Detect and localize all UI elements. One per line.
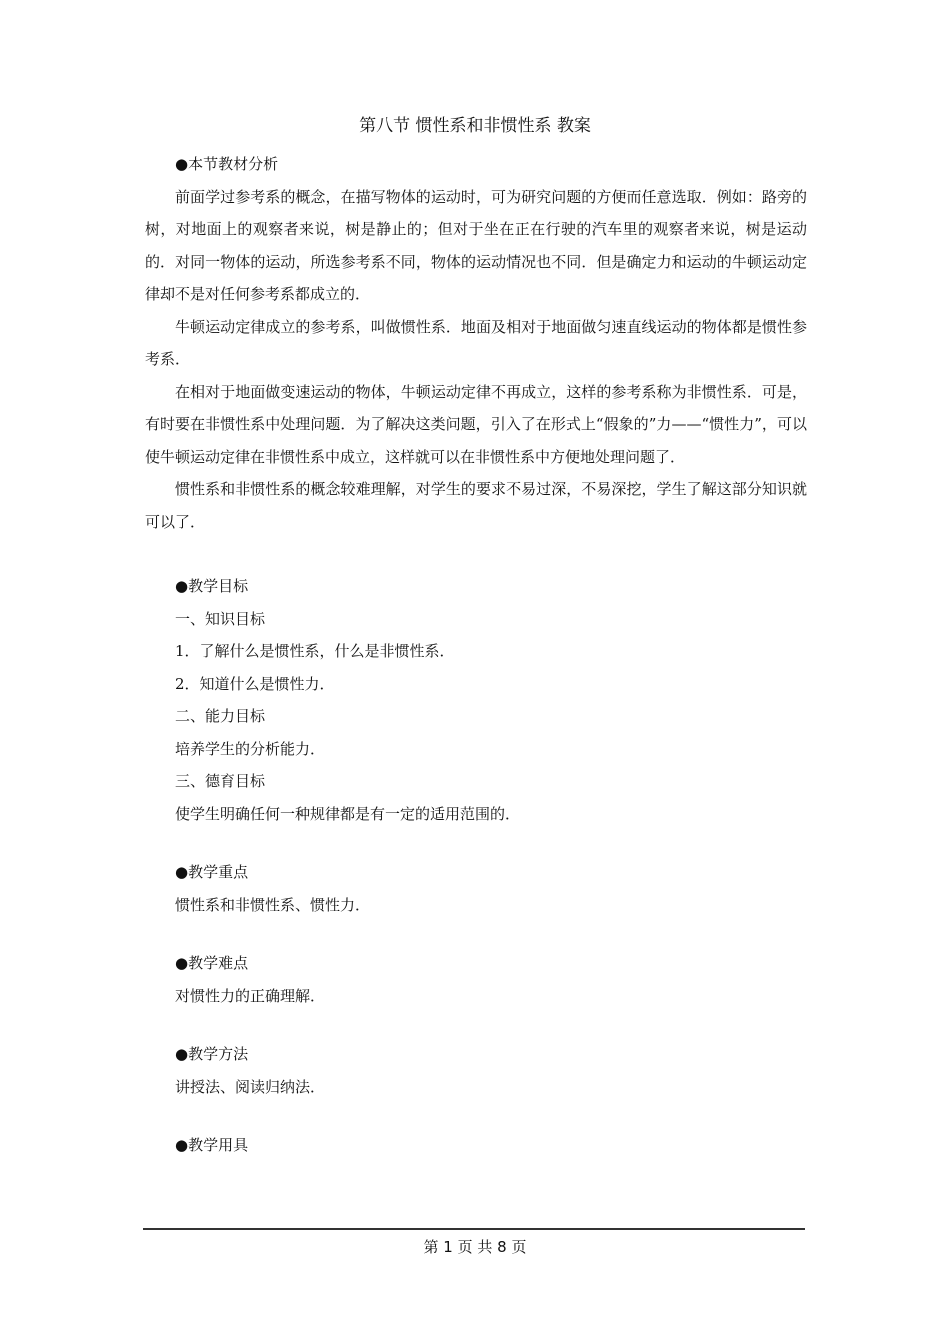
list-item: 2．知道什么是惯性力． — [175, 674, 335, 693]
section-textbook-analysis — [145, 148, 807, 538]
section-heading: ●本节教材分析 — [175, 155, 279, 173]
spacer — [145, 830, 807, 856]
paragraph: 培养学生的分析能力． — [175, 739, 326, 758]
footer-divider — [143, 1228, 805, 1230]
subsection-heading: 三、德育目标 — [175, 772, 266, 790]
page-number: 第 1 页 共 8 页 — [423, 1238, 527, 1256]
spacer — [145, 1103, 807, 1129]
subsection-heading: 二、能力目标 — [175, 707, 266, 725]
paragraph: 对惯性力的正确理解． — [175, 986, 326, 1005]
paragraph: 讲授法、阅读归纳法． — [175, 1077, 326, 1096]
paragraph: 牛顿运动定律成立的参考系，叫做惯性系．地面及相对于地面做匀速直线运动的物体都是惯性参考系． — [145, 317, 807, 368]
paragraph: 惯性系和非惯性系的概念较难理解，对学生的要求不易过深，不易深挖，学生了解这部分知识就可以了． — [145, 480, 807, 531]
section-heading: ●教学重点 — [175, 863, 249, 881]
subsection-heading: 一、知识目标 — [175, 609, 266, 628]
paragraph: 使学生明确任何一种规律都是有一定的适用范围的． — [175, 804, 521, 823]
section-difficulties — [145, 947, 807, 1012]
section-teaching-objectives — [145, 570, 807, 830]
section-heading: ●教学用具 — [175, 1136, 249, 1154]
spacer — [145, 1012, 807, 1038]
section-tools — [145, 1129, 807, 1162]
document-body — [145, 148, 807, 1162]
page-title: 第八节 惯性系和非惯性系 教案 — [359, 116, 591, 136]
section-methods — [145, 1038, 807, 1103]
paragraph: 在相对于地面做变速运动的物体，牛顿运动定律不再成立，这样的参考系称为非惯性系．可是，有时要在非惯性系中处理问题．为了解决这类问题，引入了在形式上“假象的”力——“惯性力”，可以使牛顿运动定律在非惯性系中成立，这样就可以在非惯性系中方便地处理问题了． — [145, 382, 807, 466]
section-heading: ●教学目标 — [175, 577, 249, 595]
paragraph: 前面学过参考系的概念，在描写物体的运动时，可为研究问题的方便而任意选取．例如：路旁的树，对地面上的观察者来说，树是静止的；但对于坐在正在行驶的汽车里的观察者来说，树是运动的．对同一物体的运动，所选参考系不同，物体的运动情况也不同．但是确定力和运动的牛顿运动定律却不是对任何参考系都成立的． — [145, 187, 807, 303]
section-heading: ●教学方法 — [175, 1045, 249, 1063]
section-heading: ●教学难点 — [175, 954, 249, 972]
list-item: 1．了解什么是惯性系，什么是非惯性系． — [175, 642, 455, 660]
paragraph: 惯性系和非惯性系、惯性力． — [175, 895, 371, 914]
spacer — [145, 538, 807, 570]
section-key-points — [145, 856, 807, 921]
spacer — [145, 921, 807, 947]
